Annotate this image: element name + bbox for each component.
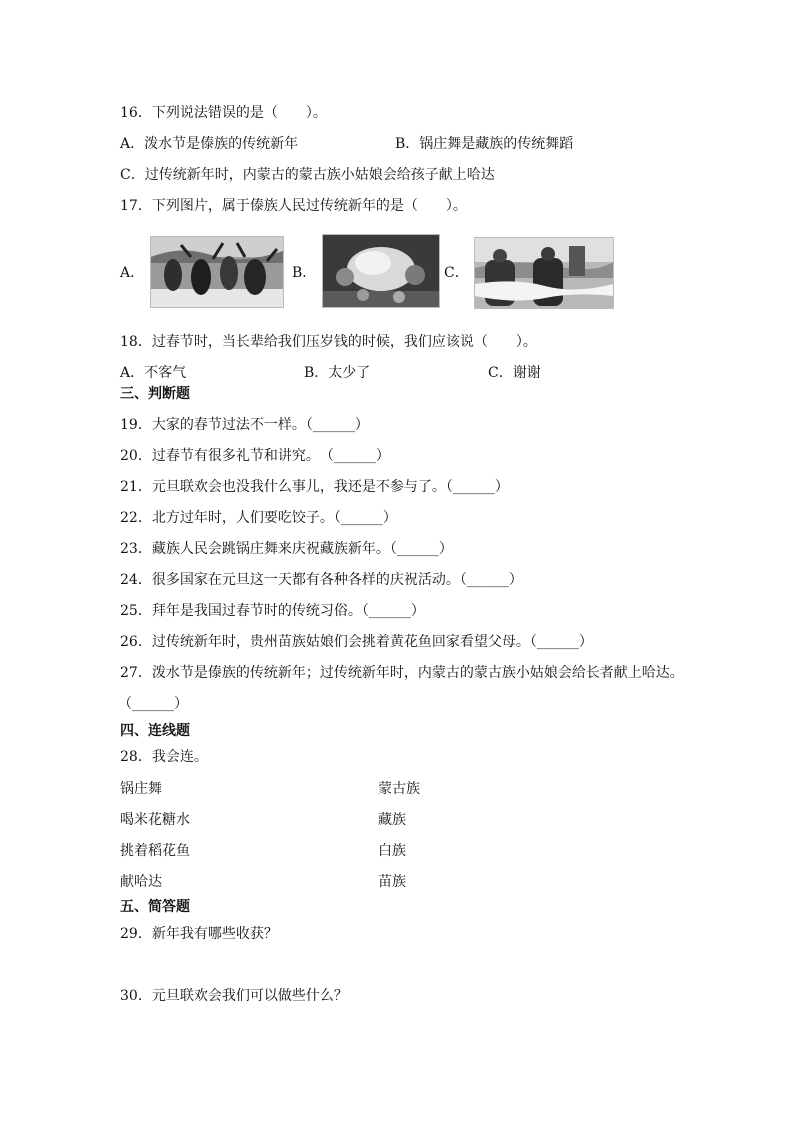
q17-label-c: C． xyxy=(444,265,469,281)
match-left-item: 喝米花糖水 xyxy=(120,812,190,828)
match-left-item: 挑着稻花鱼 xyxy=(120,843,190,859)
q16-option-c: C．过传统新年时，内蒙古的蒙古族小姑娘会给孩子献上哈达 xyxy=(120,167,495,183)
water-splashing-photo xyxy=(322,234,440,308)
judge-item: 25．拜年是我国过春节时的传统习俗。（______） xyxy=(120,603,425,619)
section-title-matching: 四、连线题 xyxy=(120,723,190,739)
q18-option-c: C．谢谢 xyxy=(488,365,541,381)
q16-stem: 16．下列说法错误的是（ ）。 xyxy=(120,105,327,121)
judge-item: 20．过春节有很多礼节和讲究。 （______） xyxy=(120,448,390,464)
q17-label-b: B． xyxy=(292,265,317,281)
judge-item: 26．过传统新年时，贵州苗族姑娘们会挑着黄花鱼回家看望父母。（______） xyxy=(120,634,593,650)
judge-item: 23．藏族人民会跳锅庄舞来庆祝藏族新年。（______） xyxy=(120,541,453,557)
hada-offering-photo xyxy=(474,237,614,309)
dai-dance-photo xyxy=(150,236,284,308)
q17-stem: 17．下列图片，属于傣族人民过传统新年的是（ ）。 xyxy=(120,198,467,214)
match-left-item: 锅庄舞 xyxy=(120,781,162,797)
match-left-item: 献哈达 xyxy=(120,874,162,890)
q18-option-a: A．不客气 xyxy=(120,365,187,381)
match-right-item: 藏族 xyxy=(378,812,406,828)
q16-option-a: A．泼水节是傣族的传统新年 xyxy=(120,136,299,152)
match-right-item: 蒙古族 xyxy=(378,781,420,797)
q18-option-b: B．太少了 xyxy=(304,365,371,381)
q17-label-a: A． xyxy=(120,265,145,281)
q16-option-b: B．锅庄舞是藏族的传统舞蹈 xyxy=(395,136,574,152)
judge-item: 22．北方过年时，人们要吃饺子。（______） xyxy=(120,510,397,526)
judge-item: 21．元旦联欢会也没我什么事儿，我还是不参与了。（______） xyxy=(120,479,509,495)
q30-stem: 30．元旦联欢会我们可以做些什么？ xyxy=(120,988,348,1004)
section-title-short-answer: 五、简答题 xyxy=(120,899,190,915)
section-title-judgement: 三、判断题 xyxy=(120,386,190,402)
judge-item: 19．大家的春节过法不一样。（______） xyxy=(120,417,369,433)
q27-answer-blank: （______） xyxy=(118,696,188,712)
judge-item: 24．很多国家在元旦这一天都有各种各样的庆祝活动。（______） xyxy=(120,572,523,588)
judge-item: 27．泼水节是傣族的传统新年；过传统新年时，内蒙古的蒙古族小姑娘会给长者献上哈达。 xyxy=(120,665,684,681)
q29-stem: 29．新年我有哪些收获？ xyxy=(120,926,278,942)
q18-stem: 18．过春节时，当长辈给我们压岁钱的时候，我们应该说（ ）。 xyxy=(120,334,537,350)
match-right-item: 白族 xyxy=(378,843,406,859)
match-right-item: 苗族 xyxy=(378,874,406,890)
q28-stem: 28．我会连。 xyxy=(120,749,208,765)
